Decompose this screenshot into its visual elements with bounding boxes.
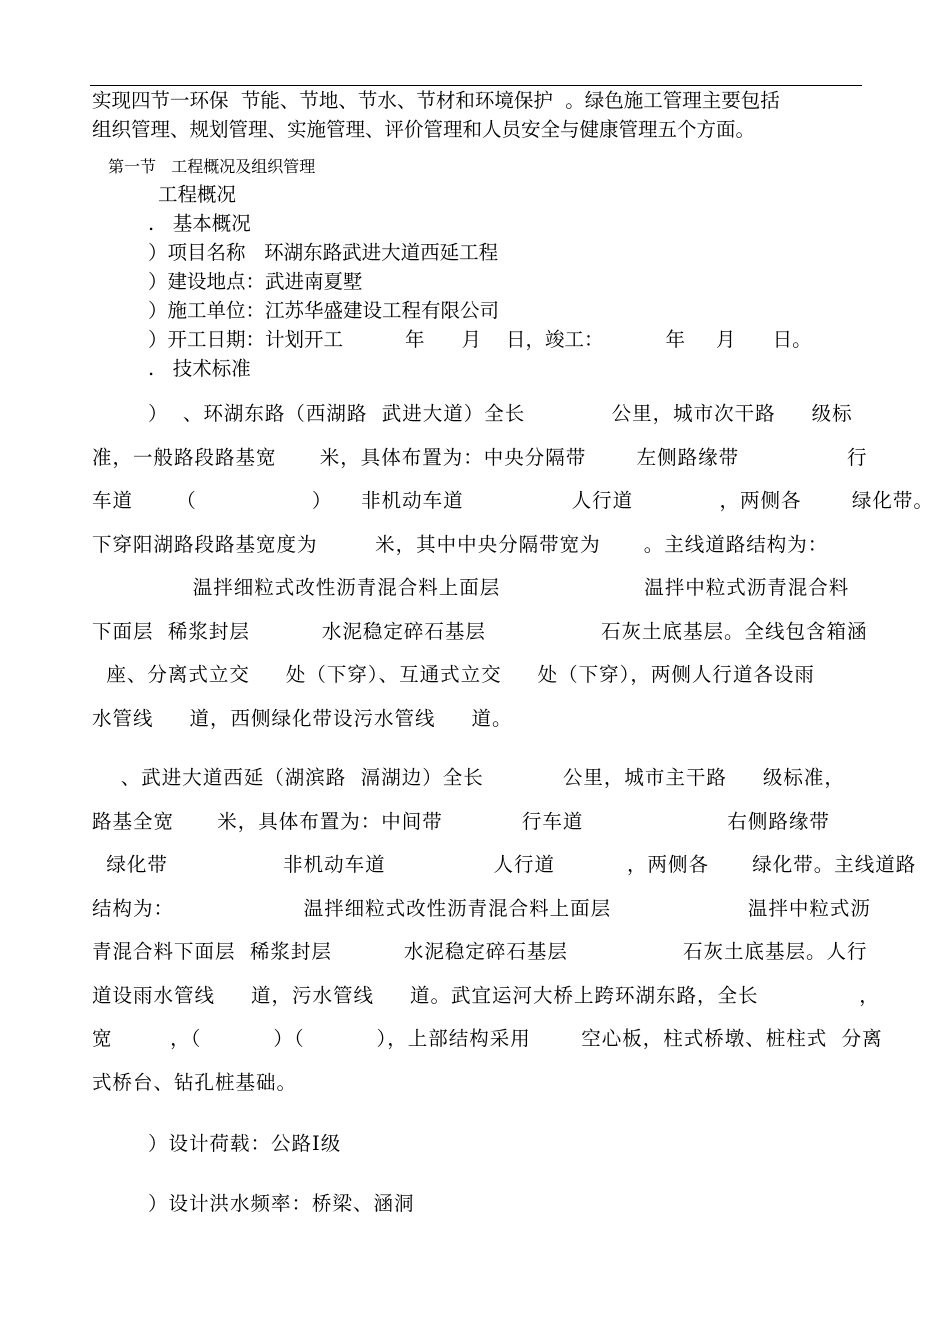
intro-line-1: 实现四节一环保 节能、节地、节水、节材和环境保护 。绿色施工管理主要包括	[92, 89, 780, 112]
tech-p1-line: 下面层 稀浆封层 水泥稳定碎石基层 石灰土底基层。全线包含箱涵	[92, 620, 868, 643]
intro-line-2: 组织管理、规划管理、实施管理、评价管理和人员安全与健康管理五个方面。	[92, 118, 756, 141]
design-flood-frequency: ）设计洪水频率：桥梁、涵洞	[148, 1192, 415, 1215]
tech-p2-line: 宽 ，（ ）（ ），上部结构采用 空心板，柱式桥墩、桩柱式 分离	[92, 1027, 883, 1050]
tech-p1-line: 准，一般路段路基宽 米，具体布置为：中央分隔带 左侧路缘带 行	[92, 446, 868, 469]
tech-p2-line: 式桥台、钻孔桩基础。	[92, 1071, 298, 1094]
section-heading: 第一节 工程概况及组织管理	[108, 157, 316, 176]
tech-p1-line: 下穿阳湖路段路基宽度为 米，其中中央分隔带宽为 。主线道路结构为：	[92, 533, 829, 556]
basic-item-dates: ）开工日期：计划开工 年 月 日，竣工： 年 月 日。	[148, 328, 812, 351]
tech-p2-line: 青混合料下面层 稀浆封层 水泥稳定碎石基层 石灰土底基层。人行	[92, 940, 868, 963]
design-load: ）设计荷载：公路Ⅰ级	[148, 1132, 342, 1155]
header-rule	[90, 85, 862, 86]
basic-item-location: ）建设地点：武进南夏墅	[148, 270, 363, 293]
tech-heading: . 技术标准	[148, 357, 251, 380]
tech-p1-line: 温拌细粒式改性沥青混合料上面层 温拌中粒式沥青混合料	[92, 576, 850, 599]
tech-p1-line: 水管线 道，西侧绿化带设污水管线 道。	[92, 707, 513, 730]
tech-p2-line: 、武进大道西延（湖滨路 滆湖边）全长 公里，城市主干路 级标准，	[92, 766, 845, 789]
tech-p1-line: 车道 （ ） 非机动车道 人行道 ，两侧各 绿化带。	[92, 489, 934, 512]
tech-p2-line: 绿化带 非机动车道 人行道 ，两侧各 绿化带。主线道路	[92, 853, 917, 876]
sub-heading: 工程概况	[158, 183, 237, 206]
tech-p2-line: 道设雨水管线 道，污水管线 道。武宜运河大桥上跨环湖东路，全长 ，	[92, 984, 880, 1007]
tech-p1-line: 座、分离式立交 处（下穿）、互通式立交 处（下穿），两侧人行道各设雨	[92, 663, 815, 686]
tech-p2-line: 路基全宽 米，具体布置为：中间带 行车道 右侧路缘带	[92, 810, 830, 833]
basic-heading: . 基本概况	[148, 212, 251, 235]
tech-p1-line: ） 、环湖东路（西湖路 武进大道）全长 公里，城市次干路 级标	[148, 402, 853, 425]
basic-item-project-name: ）项目名称 环湖东路武进大道西延工程	[148, 241, 499, 264]
tech-p2-line: 结构为： 温拌细粒式改性沥青混合料上面层 温拌中粒式沥	[92, 897, 871, 920]
basic-item-contractor: ）施工单位：江苏华盛建设工程有限公司	[148, 299, 500, 322]
